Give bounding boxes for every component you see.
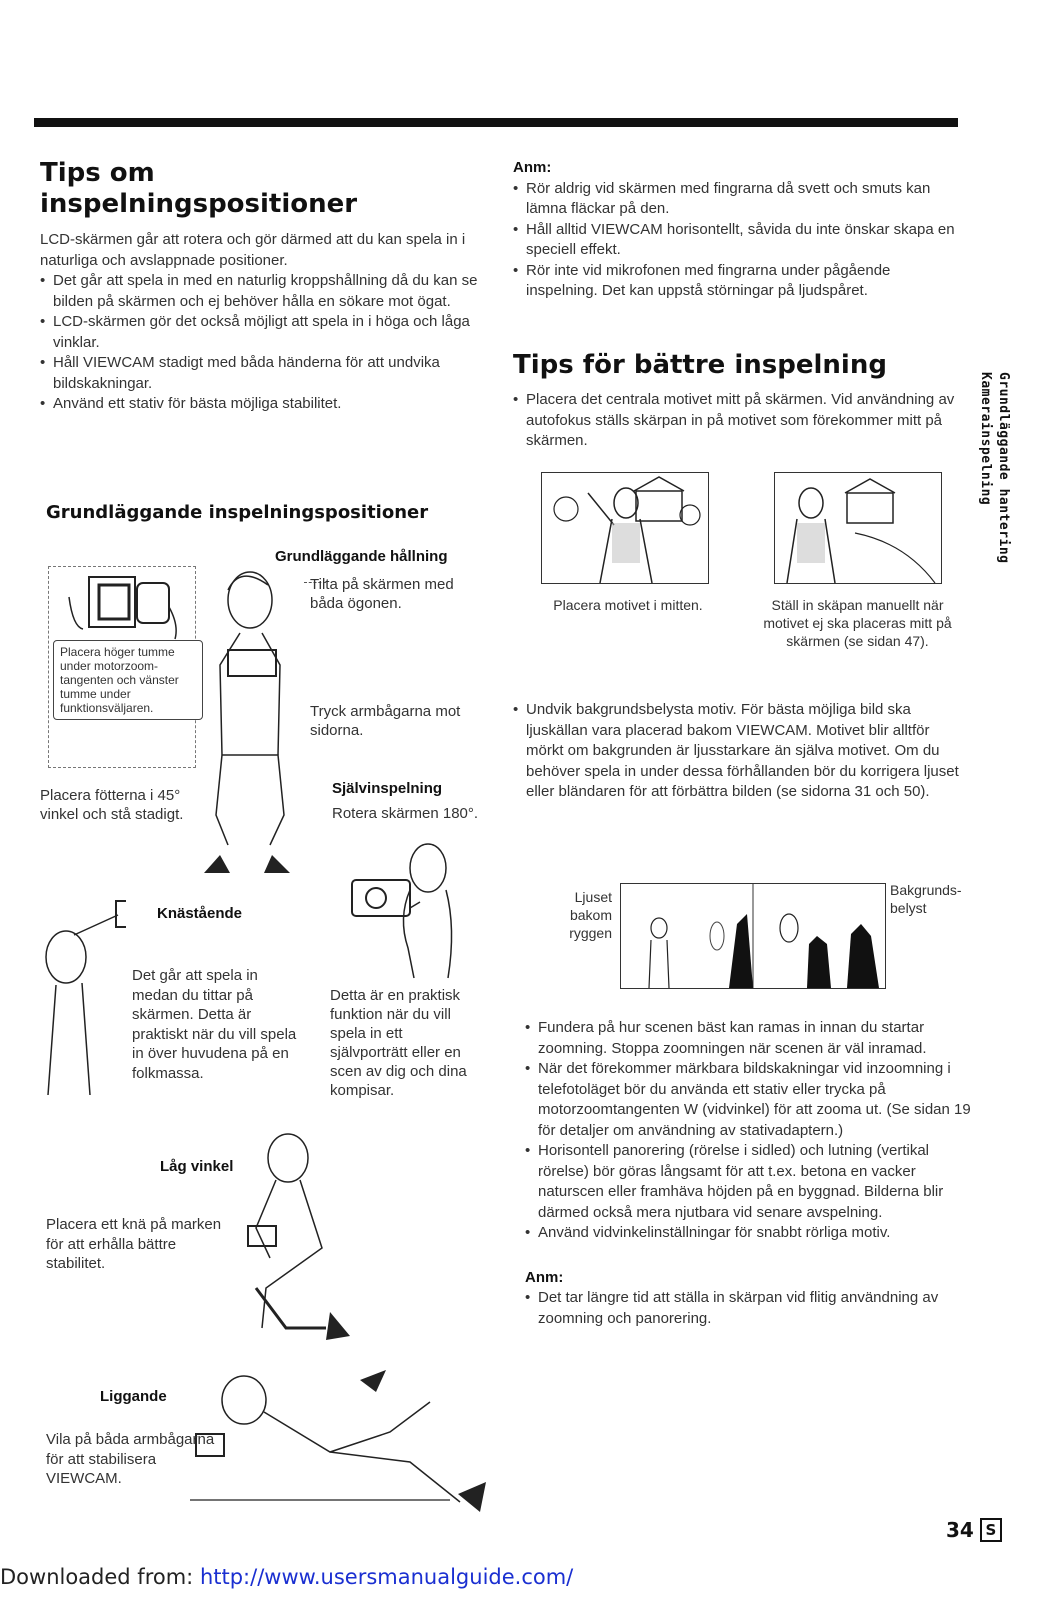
left-body xyxy=(40,230,485,415)
list-item: • Använd vidvinkelinställningar för snabbt rörliga motiv. xyxy=(525,1223,975,1244)
list-item: • Rör inte vid mikrofonen med fingrarna under pågående inspelning. Det kan uppstå störningar på ljudspåret. xyxy=(513,261,963,302)
camera-closeup-illustration xyxy=(49,567,195,647)
list-item: • Undvik bakgrundsbelysta motiv. För bästa möjliga bild ska ljuskällan vara placerad bakom VIEWCAM. Motivet blir alltför mörkt om bakgrunden är ljusstarkare än själva motivet. Om du behöver spela in under dessa förhållanden bör du korrigera ljuset eller bländaren för att förbättra bilden (se sidorna 31 och 50). xyxy=(513,700,968,803)
list-item: • Det går att spela in med en naturlig kroppshållning då du kan se bilden på skärmen och ej behöver hålla en sökare mot ögat. xyxy=(40,271,485,312)
self-recording-illustration xyxy=(338,838,468,983)
page-number xyxy=(946,1518,1002,1542)
page-title-line2: inspelningspositioner xyxy=(40,189,358,219)
low-angle-description: Placera ett knä på marken för att erhålla bättre stabilitet. xyxy=(46,1216,222,1272)
lying-description: Vila på båda armbågarna för att stabilisera VIEWCAM. xyxy=(46,1431,215,1487)
list-item: • Använd ett stativ för bästa möjliga stabilitet. xyxy=(40,394,485,415)
list-item: • Horisontell panorering (rörelse i sidled) och lutning (vertikal rörelse) bör göras långsamt för att t.ex. betona en vacker naturscen eller framhäva höjden på en byggnad. Bilderna blir därmed också mera njutbara vid senare avspelning. xyxy=(525,1141,975,1223)
self-description: Detta är en praktisk funktion när du vill spela in ett självporträtt eller en scen av dig och dina kompisar. xyxy=(330,987,467,1099)
center-tip xyxy=(513,390,963,452)
right-column-top xyxy=(513,158,963,302)
light-behind-label xyxy=(548,888,612,942)
caption-center: Placera motivet i mitten. xyxy=(553,597,703,613)
intro-paragraph: LCD-skärmen går att rotera och gör därmed att du kan spela in i naturliga och avslappnade positioner. xyxy=(40,231,466,269)
list-item: • När det förekommer märkbara bildskakningar vid inzoomning i telefotoläget bör du använda ett stativ eller trycka på motorzoomtangenten W (vidvinkel) för att zooma ut. (Se sidan 19 för detaljer om användning av stativadaptern.) xyxy=(525,1059,975,1141)
self-rotate-label: Rotera skärmen 180°. xyxy=(332,805,479,822)
basic-hold-title: Grundläggande hållning xyxy=(275,548,448,565)
note2-list xyxy=(525,1288,975,1329)
side-tab-line1: Grundläggande hantering xyxy=(996,372,1011,564)
side-tab xyxy=(974,372,1024,592)
note-heading: Anm: xyxy=(513,159,552,176)
footer-label: Downloaded from: xyxy=(0,1565,200,1589)
section-heading-basic: Grundläggande inspelningspositioner xyxy=(46,502,429,523)
list-item: • Det tar längre tid att ställa in skärpan vid flitig användning av zoomning och panorering. xyxy=(525,1288,975,1329)
list-item: • Placera det centrala motivet mitt på skärmen. Vid användning av autofokus ställs skärpan in på motivet som förekommer mitt på skärmen. xyxy=(513,390,963,452)
tilt-label: Tilta på skärmen med båda ögonen. xyxy=(310,576,454,612)
tips-list-2 xyxy=(525,1018,975,1244)
frame-offcenter-illustration xyxy=(774,472,942,584)
light-behind-line2: bakom xyxy=(569,907,612,923)
page-number-value: 34 xyxy=(946,1518,974,1542)
caption-offcenter: Ställ in skäpan manuellt när motivet ej ska placeras mitt på skärmen (se sidan 47). xyxy=(763,597,952,649)
left-column xyxy=(40,158,490,415)
list-item: • Håll VIEWCAM stadigt med båda händerna för att undvika bildskakningar. xyxy=(40,353,485,394)
kneeling-description: Det går att spela in medan du tittar på skärmen. Detta är praktiskt när du vill spela in över huvudena på en folkmassa. xyxy=(132,967,297,1082)
low-angle-figure-illustration xyxy=(226,1128,366,1348)
list-item: • Håll alltid VIEWCAM horisontellt, såvida du inte önskar skapa en speciell effekt. xyxy=(513,220,963,261)
lying-figure-illustration xyxy=(190,1362,500,1522)
light-behind-line3: ryggen xyxy=(569,925,612,941)
list-item: • Fundera på hur scenen bäst kan ramas in innan du startar zoomning. Stoppa zoomningen när scenen är väl inramad. xyxy=(525,1018,975,1059)
thumb-callout: Placera höger tumme under motorzoom-tangenten och vänster tumme under funktionsväljaren. xyxy=(53,640,203,720)
frame-center-illustration xyxy=(541,472,709,584)
download-footer xyxy=(0,1565,573,1589)
feet-label: Placera fötterna i 45° vinkel och stå stadigt. xyxy=(40,787,184,823)
tips-list xyxy=(40,271,485,415)
low-angle-title: Låg vinkel xyxy=(160,1158,234,1175)
list-item: • LCD-skärmen gör det också möjligt att spela in i höga och låga vinklar. xyxy=(40,312,485,353)
backlit-line1: Bakgrunds- xyxy=(890,882,962,898)
backlight-comparison-illustration xyxy=(620,883,886,989)
footer-link[interactable]: http://www.usersmanualguide.com/ xyxy=(199,1565,574,1589)
language-badge: S xyxy=(980,1518,1002,1542)
lying-title: Liggande xyxy=(100,1388,167,1405)
standing-figure-illustration xyxy=(180,555,320,890)
section-title-better-recording: Tips för bättre inspelning xyxy=(513,350,887,380)
right-column-bottom xyxy=(525,1018,975,1329)
page-title-line1: Tips om xyxy=(40,158,155,188)
backlit-line2: belyst xyxy=(890,900,927,916)
side-tab-line2: Kamerainspelning xyxy=(978,372,993,506)
self-recording-title: Självinspelning xyxy=(332,780,443,797)
top-rule xyxy=(34,118,958,127)
backlit-label xyxy=(890,881,1000,917)
light-behind-line1: Ljuset xyxy=(574,889,612,905)
kneeling-figure-illustration xyxy=(36,895,126,1125)
page-title xyxy=(40,158,490,220)
note2-heading: Anm: xyxy=(525,1268,564,1286)
note-list xyxy=(513,179,963,302)
list-item: • Rör aldrig vid skärmen med fingrarna då svett och smuts kan lämna fläckar på den. xyxy=(513,179,963,220)
elbows-label: Tryck armbågarna mot sidorna. xyxy=(310,703,461,739)
kneeling-title: Knästående xyxy=(157,905,243,922)
backlight-tip xyxy=(513,700,968,803)
